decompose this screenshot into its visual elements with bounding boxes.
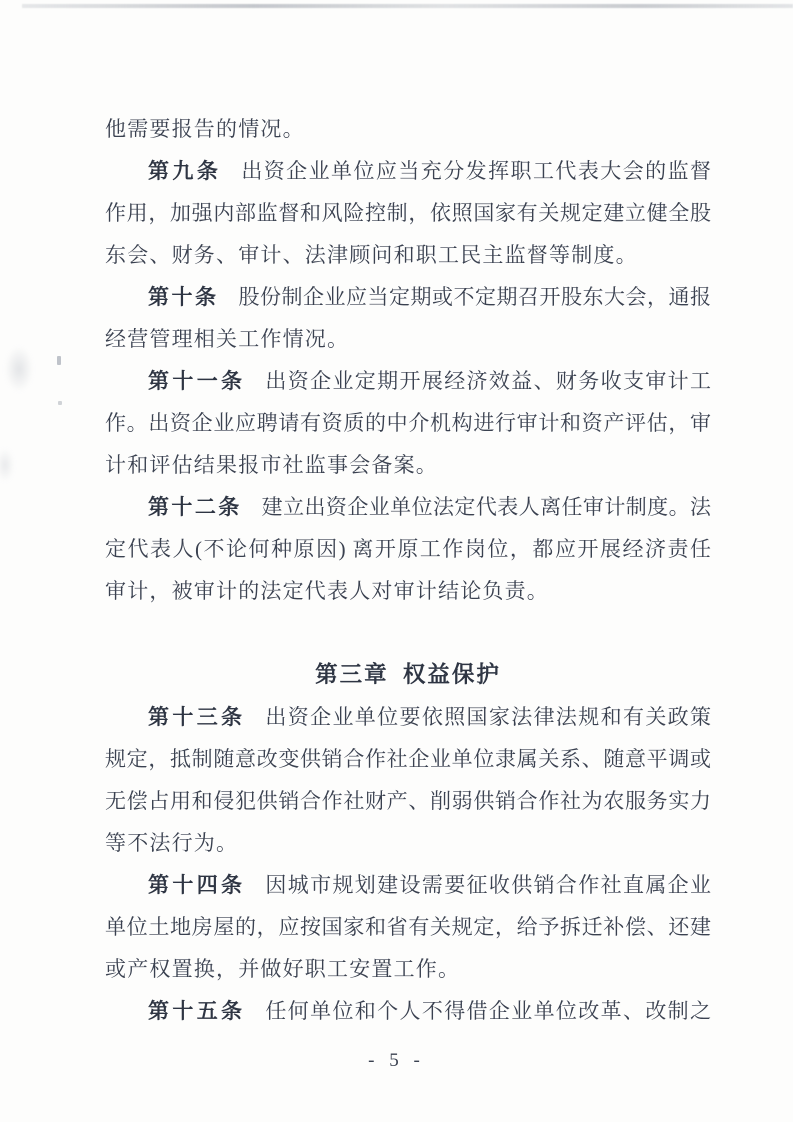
line-text: 股份制企业应当定期或不定期召开股东大会，通报 [238,285,711,309]
line-text: 建立出资企业单位法定代表人离任审计制度。法 [261,495,712,519]
text-line: 他需要报告的情况。 [105,117,305,141]
blank-line [105,612,711,654]
scan-speck [58,401,62,405]
article-number-label: 第十三条 [148,706,246,729]
text-line: 定代表人(不论何种原因) 离开原工作岗位，都应开展经济责任 [105,537,711,561]
text-line: 作用，加强内部监督和风险控制，依照国家有关规定建立健全股 [105,201,711,225]
article-number-label: 第十二条 [148,496,242,519]
text-line [105,696,711,738]
text-line: 或产权置换，并做好职工安置工作。 [105,957,461,981]
page-number: - 5 - [368,1050,425,1071]
text-line: 规定，抵制随意改变供销合作社企业单位隶属关系、随意平调或 [105,747,711,771]
scan-artifact-top-edge [22,4,793,8]
text-line [105,864,711,906]
text-line: 单位土地房屋的，应按国家和省有关规定，给予拆迁补偿、还建 [105,915,711,939]
text-line: 东会、财务、审计、法津顾问和职工民主监督等制度。 [105,243,638,267]
document-body [105,108,711,1032]
line-text: 出资企业单位要依照国家法律法规和有关政策 [265,705,712,729]
text-line: 等不法行为。 [105,831,239,855]
text-line [105,276,711,318]
text-line: 作。出资企业应聘请有资质的中介机构进行审计和资产评估，审 [105,411,711,435]
text-line [105,486,711,528]
text-line [105,150,711,192]
text-line: 计和评估结果报市社监事会备案。 [105,453,438,477]
article-number-label: 第十条 [148,286,219,309]
scan-speck [57,356,61,365]
article-number-label: 第十四条 [148,874,246,897]
chapter-heading: 第三章 权益保护 [315,662,501,687]
text-line: 无偿占用和侵犯供销合作社财产、削弱供销合作社为农服务实力 [105,789,711,813]
scan-smudge [5,346,33,392]
scan-smudge [0,448,14,482]
line-text: 因城市规划建设需要征收供销合作社直属企业 [265,873,712,897]
article-number-label: 第十一条 [148,370,246,393]
text-line [105,990,711,1032]
line-text: 出资企业定期开展经济效益、财务收支审计工 [265,369,712,393]
text-line: 经营管理相关工作情况。 [105,327,350,351]
text-line: 审计，被审计的法定代表人对审计结论负责。 [105,579,549,603]
article-number-label: 第九条 [148,160,222,183]
text-line [105,360,711,402]
line-text: 出资企业单位应当充分发挥职工代表大会的监督 [241,159,712,183]
line-text: 任何单位和个人不得借企业单位改革、改制之 [265,999,712,1023]
article-number-label: 第十五条 [148,1000,246,1023]
